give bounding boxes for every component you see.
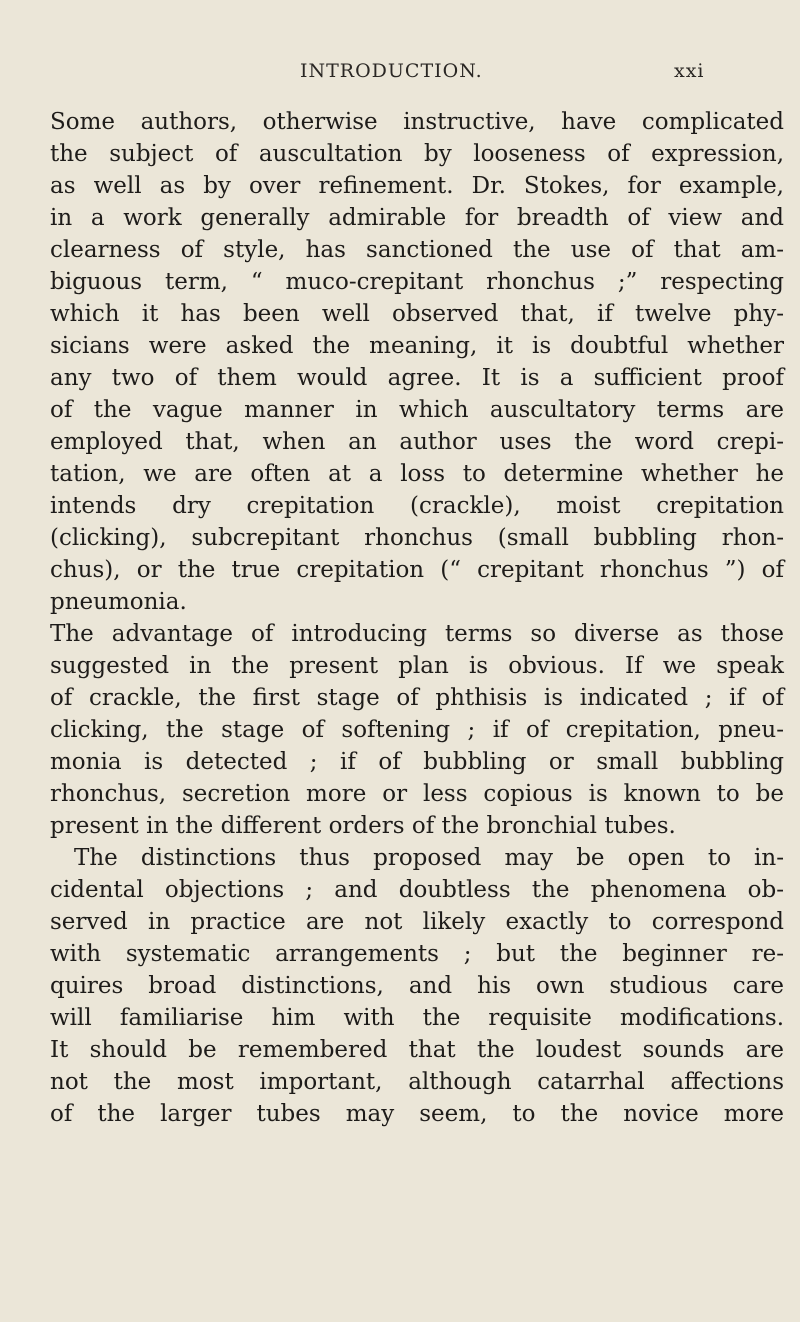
- text-line: The advantage of introducing terms so diverse as those: [50, 621, 784, 647]
- text-line: biguous term, “ muco-crepitant rhonchus ;” respecting: [50, 269, 784, 295]
- page-number: xxi: [674, 60, 705, 82]
- text-line: quires broad distinctions, and his own studious care: [50, 973, 784, 999]
- text-line: The distinctions thus proposed may be open to in-: [74, 845, 784, 871]
- text-line: (clicking), subcrepitant rhonchus (small bubbling rhon-: [50, 525, 784, 551]
- text-line: in a work generally admirable for breadth of view and: [50, 205, 784, 231]
- text-line: present in the different orders of the bronchial tubes.: [50, 813, 676, 839]
- text-line: cidental objections ; and doubtless the phenomena ob-: [50, 877, 784, 903]
- text-line: sicians were asked the meaning, it is doubtful whether: [50, 333, 784, 359]
- text-line: chus), or the true crepitation (“ crepitant rhonchus ”) of: [50, 557, 784, 583]
- text-line: served in practice are not likely exactly to correspond: [50, 909, 784, 935]
- text-line: with systematic arrangements ; but the beginner re-: [50, 941, 784, 967]
- running-head: INTRODUCTION.: [300, 60, 483, 82]
- text-line: suggested in the present plan is obvious. If we speak: [50, 653, 784, 679]
- text-line: as well as by over refinement. Dr. Stokes, for example,: [50, 173, 784, 199]
- text-line: of the larger tubes may seem, to the novice more: [50, 1101, 784, 1127]
- text-line: Some authors, otherwise instructive, have complicated: [50, 109, 784, 135]
- text-line: of crackle, the first stage of phthisis is indicated ; if of: [50, 685, 784, 711]
- text-line: pneumonia.: [50, 589, 187, 615]
- text-line: employed that, when an author uses the word crepi-: [50, 429, 784, 455]
- text-line: tation, we are often at a loss to determine whether he: [50, 461, 784, 487]
- text-line: intends dry crepitation (crackle), moist crepitation: [50, 493, 784, 519]
- text-line: rhonchus, secretion more or less copious is known to be: [50, 781, 784, 807]
- text-line: any two of them would agree. It is a sufficient proof: [50, 365, 784, 391]
- text-line: monia is detected ; if of bubbling or small bubbling: [50, 749, 784, 775]
- text-line: not the most important, although catarrhal affections: [50, 1069, 784, 1095]
- text-line: clearness of style, has sanctioned the use of that am-: [50, 237, 784, 263]
- text-line: which it has been well observed that, if twelve phy-: [50, 301, 784, 327]
- text-line: the subject of auscultation by looseness of expression,: [50, 141, 784, 167]
- text-line: It should be remembered that the loudest sounds are: [50, 1037, 784, 1063]
- text-line: clicking, the stage of softening ; if of crepitation, pneu-: [50, 717, 784, 743]
- text-line: of the vague manner in which auscultatory terms are: [50, 397, 784, 423]
- text-line: will familiarise him with the requisite modifications.: [50, 1005, 784, 1031]
